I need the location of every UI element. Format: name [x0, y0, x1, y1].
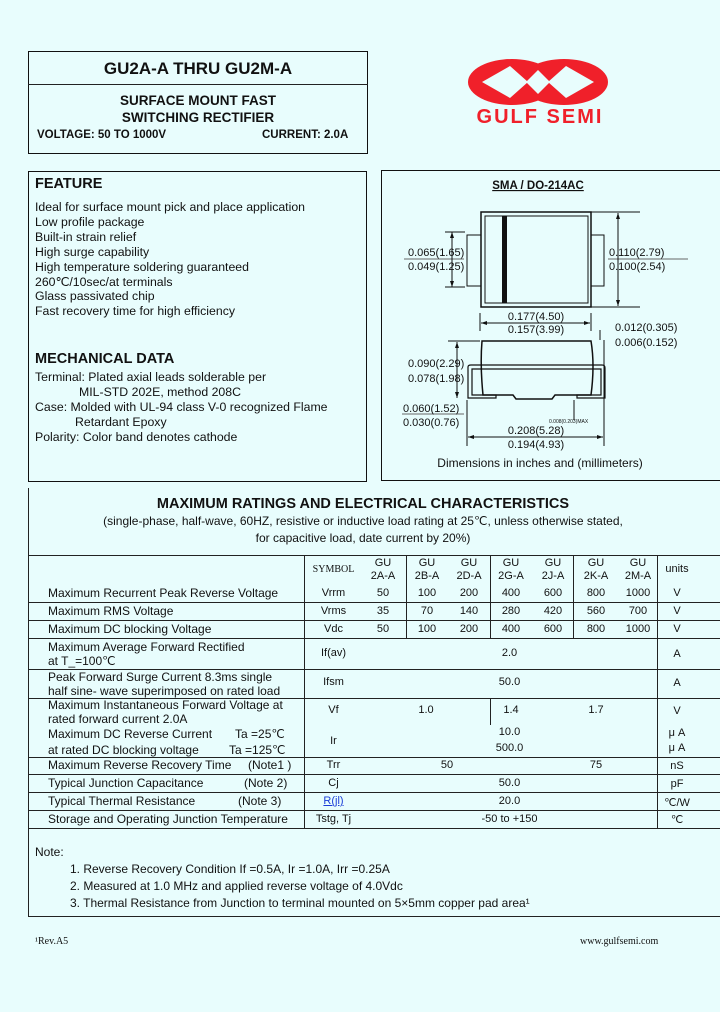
- feature-item: High temperature soldering guaranteed: [35, 259, 249, 274]
- ratings-bottom-border: [28, 916, 720, 917]
- dim-lead-thickness-min: 0.006(0.152): [615, 337, 678, 349]
- row-label-ir-2: at rated DC blocking voltage: [48, 743, 199, 757]
- mechanical-line: Polarity: Color band denotes cathode: [35, 429, 238, 444]
- value-vrrm: 400: [501, 587, 521, 599]
- dim-foot-min: 0.030(0.76): [403, 417, 460, 429]
- unit-cj: pF: [670, 778, 684, 790]
- symbol-trr: Trr: [326, 759, 341, 771]
- part-header-prefix: GU: [544, 557, 562, 569]
- dim-lead-width-max: 0.065(1.65): [408, 247, 465, 259]
- row-label-vf-2: rated forward current 2.0A: [48, 712, 188, 726]
- symbol-vf: Vf: [328, 704, 339, 716]
- unit-ifav: A: [673, 648, 681, 660]
- value-vrms: 280: [501, 605, 521, 617]
- value-ir-25c: 10.0: [498, 726, 521, 738]
- unit-vrms: V: [673, 605, 681, 617]
- right-lead: [591, 235, 604, 286]
- left-lead: [467, 235, 481, 286]
- symbol-ir: Ir: [330, 735, 337, 747]
- symbol-ifav: If(av): [320, 647, 347, 659]
- value-trr-2: 75: [589, 759, 603, 771]
- value-rth: 20.0: [498, 795, 521, 807]
- value-vdc: 800: [586, 623, 606, 635]
- value-trr-1: 50: [440, 759, 454, 771]
- package-title: SMA / DO-214AC: [492, 180, 584, 192]
- dim-body-length-min: 0.157(3.99): [507, 324, 565, 336]
- value-vdc: 600: [543, 623, 563, 635]
- voltage-spec: VOLTAGE: 50 TO 1000V: [37, 129, 167, 141]
- dim-body-height-max: 0.110(2.79): [609, 247, 665, 259]
- mechanical-line: Retardant Epoxy: [75, 414, 167, 429]
- value-vrms: 70: [420, 605, 434, 617]
- dim-foot-max: 0.060(1.52): [403, 403, 460, 415]
- part-header-prefix: GU: [374, 557, 392, 569]
- row-label-trr: Maximum Reverse Recovery Time: [48, 758, 232, 772]
- feature-item: Low profile package: [35, 214, 145, 229]
- value-vrrm: 50: [376, 587, 390, 599]
- note-item-1: 1. Reverse Recovery Condition If =0.5A, Ir =1.0A, Irr =0.25A: [70, 862, 390, 876]
- unit-tstg: ℃: [670, 814, 684, 826]
- logo-text: GULF SEMI: [476, 106, 604, 128]
- dimensions-caption: Dimensions in inches and (millimeters): [437, 456, 643, 470]
- symbol-tstg: Tstg, Tj: [315, 813, 352, 825]
- value-vrms: 140: [459, 605, 479, 617]
- row-cond-ir-2: Ta =125℃: [229, 743, 286, 757]
- feature-item: Ideal for surface mount pick and place application: [35, 200, 306, 214]
- unit-trr: nS: [670, 760, 684, 772]
- dim-lead-width-min: 0.049(1.25): [408, 261, 465, 273]
- feature-item: Built-in strain relief: [35, 229, 137, 244]
- part-header-suffix: 2G-A: [498, 570, 524, 582]
- units-header: units: [665, 563, 689, 575]
- part-range-title: GU2A-A THRU GU2M-A: [103, 59, 293, 78]
- unit-ifsm: A: [673, 677, 681, 689]
- dim-total-length-min: 0.194(4.93): [507, 439, 565, 451]
- value-vf-3: 1.7: [588, 704, 604, 716]
- note-item-2: 2. Measured at 1.0 MHz and applied reverse voltage of 4.0Vdc: [70, 879, 403, 893]
- symbol-rth-link[interactable]: R(jl): [323, 795, 344, 807]
- value-vrms: 420: [543, 605, 563, 617]
- part-header-suffix: 2J-A: [541, 570, 565, 582]
- part-header-prefix: GU: [629, 557, 647, 569]
- dim-lead-thickness-max: 0.012(0.305): [615, 322, 678, 334]
- row-note-cj: (Note 2): [244, 776, 288, 790]
- unit-ir-25c: μ A: [668, 727, 686, 739]
- row-note-trr: (Note1 ): [248, 758, 292, 772]
- unit-vdc: V: [673, 623, 681, 635]
- feature-item: 260℃/10sec/at terminals: [35, 274, 173, 289]
- symbol-ifsm: Ifsm: [323, 676, 344, 688]
- row-cond-ir-1: Ta =25℃: [235, 727, 285, 741]
- unit-vf: V: [673, 705, 681, 717]
- mechanical-list: [35, 370, 328, 445]
- package-drawing: [381, 170, 720, 481]
- row-label-vdc: Maximum DC blocking Voltage: [48, 622, 212, 636]
- feature-item: Fast recovery time for high efficiency: [35, 304, 236, 319]
- value-vdc: 400: [501, 623, 521, 635]
- side-view-body: [481, 341, 593, 399]
- ratings-title: MAXIMUM RATINGS AND ELECTRICAL CHARACTERISTICS: [156, 496, 570, 512]
- value-vrrm: 600: [543, 587, 563, 599]
- mechanical-line: Terminal: Plated axial leads solderable per: [35, 370, 267, 384]
- dim-height-min: 0.078(1.98): [408, 373, 465, 385]
- value-vrms: 700: [628, 605, 648, 617]
- dim-body-height-min: 0.100(2.54): [609, 261, 666, 273]
- part-header-suffix: 2M-A: [624, 570, 652, 582]
- row-label-vf-1: Maximum Instantaneous Forward Voltage at: [48, 698, 283, 712]
- value-vdc: 100: [417, 623, 437, 635]
- revision-label: ¹Rev.A5: [35, 936, 69, 947]
- unit-ir-125c: μ A: [668, 742, 686, 754]
- value-ir-125c: 500.0: [495, 742, 524, 754]
- part-header-suffix: 2K-A: [583, 570, 609, 582]
- row-label-ifav-1: Maximum Average Forward Rectified: [48, 640, 245, 654]
- value-cj: 50.0: [498, 777, 521, 789]
- dim-body-length-max: 0.177(4.50): [507, 311, 565, 323]
- part-header-suffix: 2A-A: [370, 570, 396, 582]
- row-label-ifav-2: at T_=100℃: [48, 654, 116, 668]
- value-vf-2: 1.4: [503, 704, 519, 716]
- row-label-ifsm-2: half sine- wave superimposed on rated load: [48, 684, 281, 698]
- mechanical-line: Case: Molded with UL-94 class V-0 recognized Flame: [35, 399, 328, 414]
- value-vrms: 560: [586, 605, 606, 617]
- part-header-prefix: GU: [502, 557, 520, 569]
- row-label-ir-1: Maximum DC Reverse Current: [48, 727, 213, 741]
- value-vrrm: 1000: [625, 587, 651, 599]
- dim-height-max: 0.090(2.29): [408, 358, 465, 370]
- row-label-tstg: Storage and Operating Junction Temperature: [48, 812, 288, 826]
- row-note-rth: (Note 3): [238, 794, 282, 808]
- row-label-vrms: Maximum RMS Voltage: [48, 604, 174, 618]
- symbol-vrrm: Vrrm: [321, 587, 346, 599]
- top-view-inner: [485, 216, 588, 303]
- value-vf-1: 1.0: [418, 704, 434, 716]
- value-vrrm: 200: [459, 587, 479, 599]
- part-header-prefix: GU: [587, 557, 605, 569]
- row-label-vrrm: Maximum Recurrent Peak Reverse Voltage: [48, 586, 279, 600]
- symbol-header: SYMBOL: [312, 564, 355, 575]
- ratings-note-line2: for capacitive load, date current by 20%): [255, 531, 471, 545]
- feature-item: Glass passivated chip: [35, 289, 155, 304]
- part-header-suffix: 2D-A: [456, 570, 482, 582]
- value-ifsm: 50.0: [498, 676, 521, 688]
- top-view-body: [481, 212, 591, 307]
- feature-list: [35, 200, 305, 319]
- notes-title: Note:: [35, 845, 64, 859]
- symbol-vrms: Vrms: [320, 605, 347, 617]
- side-view-lead: [468, 365, 605, 398]
- value-vdc: 200: [459, 623, 479, 635]
- current-spec: CURRENT: 2.0A: [262, 129, 349, 141]
- value-vdc: 50: [376, 623, 390, 635]
- part-header-prefix: GU: [460, 557, 478, 569]
- feature-title: FEATURE: [35, 176, 103, 192]
- subtitle-line1: SURFACE MOUNT FAST: [119, 93, 276, 108]
- feature-item: High surge capability: [35, 244, 150, 259]
- dim-total-length-max: 0.208(5.28): [507, 425, 565, 437]
- part-header-prefix: GU: [418, 557, 436, 569]
- dim-standoff: 0.008(0.203)MAX: [549, 419, 589, 425]
- unit-vrrm: V: [673, 587, 681, 599]
- value-vrrm: 800: [586, 587, 606, 599]
- value-tstg: -50 to +150: [481, 813, 538, 825]
- website-link[interactable]: www.gulfsemi.com: [580, 936, 659, 947]
- symbol-cj: Cj: [328, 777, 339, 789]
- row-label-cj: Typical Junction Capacitance: [48, 776, 204, 790]
- gulf-semi-logo: [460, 52, 620, 128]
- note-item-3: 3. Thermal Resistance from Junction to terminal mounted on 5×5mm copper pad area¹: [70, 896, 530, 910]
- unit-rth: ℃/W: [664, 797, 690, 809]
- row-label-rth: Typical Thermal Resistance: [48, 794, 196, 808]
- cathode-band: [502, 216, 507, 303]
- value-ifav: 2.0: [501, 647, 518, 659]
- row-label-ifsm-1: Peak Forward Surge Current 8.3ms single: [48, 670, 273, 684]
- title-divider: [28, 84, 368, 85]
- symbol-vdc: Vdc: [324, 623, 343, 635]
- subtitle-line2: SWITCHING RECTIFIER: [121, 110, 275, 125]
- value-vrrm: 100: [417, 587, 437, 599]
- part-header-suffix: 2B-A: [414, 570, 440, 582]
- mechanical-line: MIL-STD 202E, method 208C: [79, 384, 241, 399]
- value-vdc: 1000: [625, 623, 651, 635]
- value-vrms: 35: [376, 605, 390, 617]
- mechanical-title: MECHANICAL DATA: [35, 351, 175, 367]
- ratings-note-line1: (single-phase, half-wave, 60HZ, resistive or inductive load rating at 25℃, unless otherwise stated,: [103, 514, 623, 528]
- ratings-left-border: [28, 488, 29, 917]
